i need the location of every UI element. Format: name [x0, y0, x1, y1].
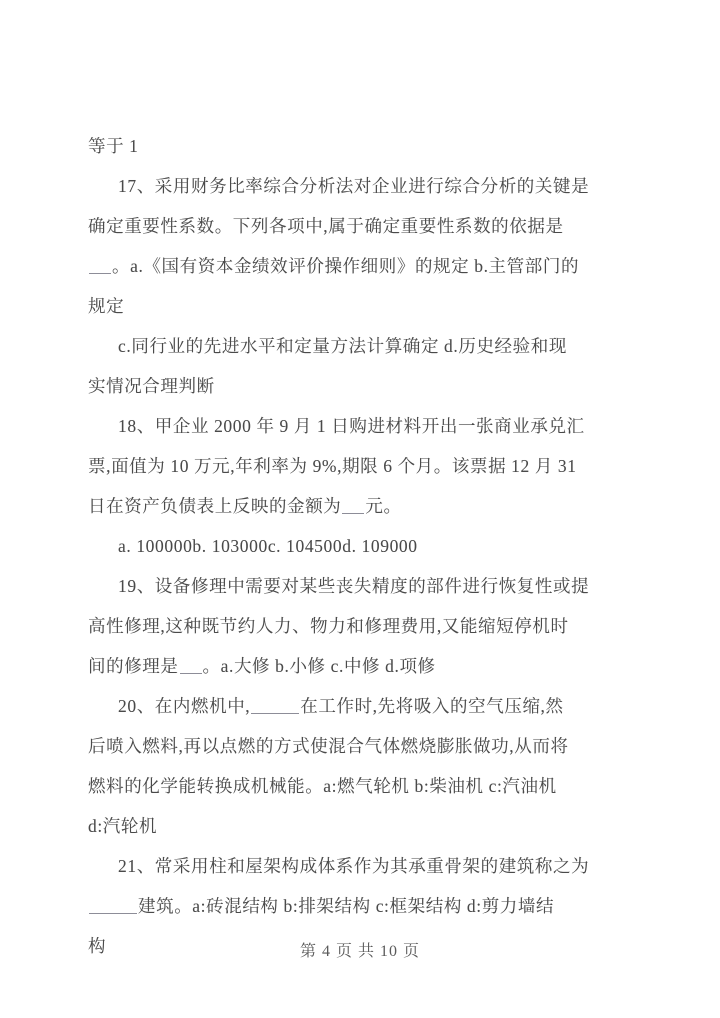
text-line: [88, 166, 633, 206]
text-run: 元。: [365, 496, 402, 516]
text-run: 20、在内燃机中,: [118, 696, 251, 716]
text-line: [88, 646, 633, 686]
text-run: 在工作时,先将吸入的空气压缩,然: [300, 696, 564, 716]
text-run: 燃料的化学能转换成机械能。a:燃气轮机 b:柴油机 c:汽油机: [88, 776, 557, 796]
document-body: [88, 126, 633, 966]
text-run: 。a.《国有资本金绩效评价操作细则》的规定 b.主管部门的: [112, 256, 580, 276]
text-line: [88, 846, 633, 886]
text-run: 构: [88, 936, 107, 956]
text-line: [88, 566, 633, 606]
text-run: 。a.大修 b.小修 c.中修 d.项修: [202, 656, 436, 676]
text-line: [88, 726, 633, 766]
text-run: 后喷入燃料,再以点燃的方式使混合气体燃烧膨胀做功,从而将: [88, 736, 569, 756]
fill-in-blank: [251, 713, 299, 714]
text-run: 建筑。a:砖混结构 b:排架结构 c:框架结构 d:剪力墙结: [138, 896, 555, 916]
text-line: [88, 526, 633, 566]
text-run: 19、设备修理中需要对某些丧失精度的部件进行恢复性或提: [118, 576, 590, 596]
text-line: [88, 126, 633, 166]
page-footer: 第 4 页 共 10 页: [299, 943, 420, 960]
fill-in-blank: [342, 513, 364, 514]
text-run: c.同行业的先进水平和定量方法计算确定 d.历史经验和现: [118, 336, 567, 356]
text-line: [88, 606, 633, 646]
text-run: 18、甲企业 2000 年 9 月 1 日购进材料开出一张商业承兑汇: [118, 416, 585, 436]
text-run: 确定重要性系数。下列各项中,属于确定重要性系数的依据是: [88, 216, 564, 236]
fill-in-blank: [89, 273, 111, 274]
text-run: 票,面值为 10 万元,年利率为 9%,期限 6 个月。该票据 12 月 31: [88, 456, 577, 476]
text-line: [88, 406, 633, 446]
text-run: a. 100000b. 103000c. 104500d. 109000: [118, 536, 418, 556]
fill-in-blank: [180, 673, 202, 674]
text-run: 等于 1: [88, 136, 139, 156]
text-run: 17、采用财务比率综合分析法对企业进行综合分析的关键是: [118, 176, 590, 196]
text-line: [88, 286, 633, 326]
text-line: [88, 246, 633, 286]
text-run: 间的修理是: [88, 656, 179, 676]
text-line: [88, 206, 633, 246]
text-line: [88, 366, 633, 406]
text-run: 高性修理,这种既节约人力、物力和修理费用,又能缩短停机时: [88, 616, 569, 636]
text-line: [88, 766, 633, 806]
text-line: [88, 486, 633, 526]
fill-in-blank: [89, 913, 137, 914]
text-run: 21、常采用柱和屋架构成体系作为其承重骨架的建筑称之为: [118, 856, 590, 876]
text-run: 日在资产负债表上反映的金额为: [88, 496, 342, 516]
text-line: [88, 886, 633, 926]
text-run: d:汽轮机: [88, 816, 158, 836]
text-line: [88, 326, 633, 366]
text-line: [88, 446, 633, 486]
text-run: 规定: [88, 296, 125, 316]
text-line: [88, 806, 633, 846]
text-run: 实情况合理判断: [88, 376, 215, 396]
text-line: [88, 686, 633, 726]
